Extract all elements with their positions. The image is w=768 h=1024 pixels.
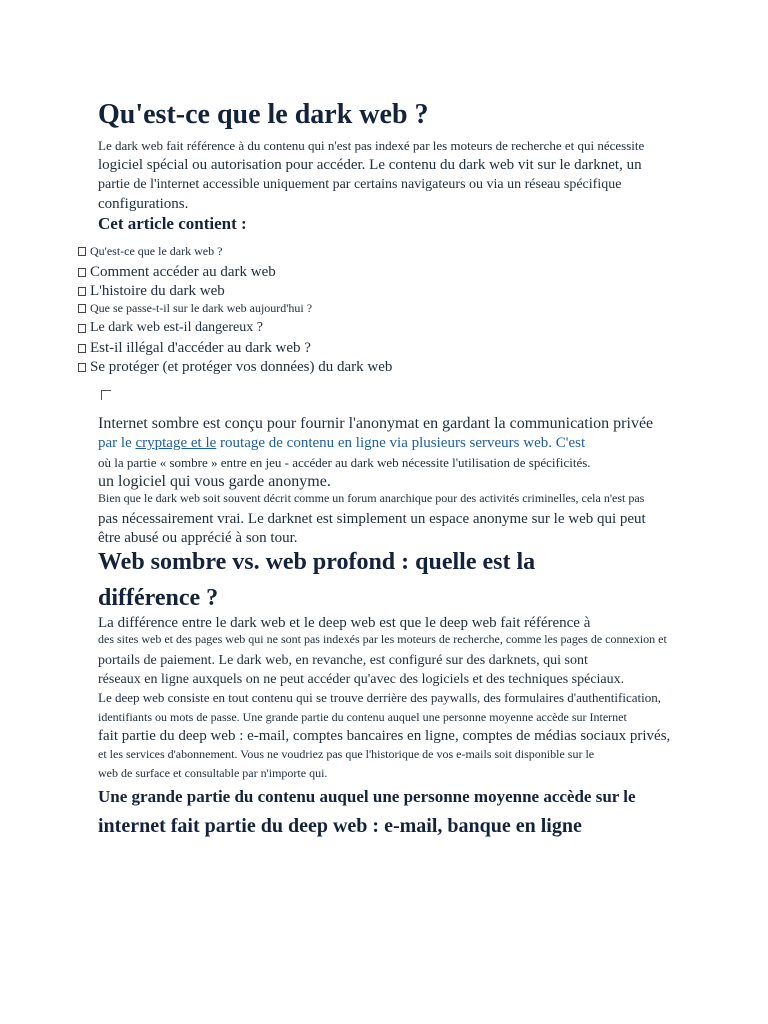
toc-item-label: Comment accéder au dark web xyxy=(90,264,276,280)
toc-item[interactable] xyxy=(78,245,222,257)
toc-item-label: Que se passe-t-il sur le dark web aujourd'hui ? xyxy=(90,301,313,315)
body-text: routage de contenu en ligne via plusieurs serveurs web. C'est xyxy=(216,435,586,451)
body-line: portails de paiement. Le dark web, en revanche, est configuré sur des darknets, qui sont xyxy=(98,653,588,668)
body-line: Bien que le dark web soit souvent décrit comme un forum anarchique pour des activités criminelles, cela n'est pas xyxy=(98,491,645,505)
encryption-link[interactable]: cryptage et le xyxy=(135,435,217,451)
body-line: des sites web et des pages web qui ne sont pas indexés par les moteurs de recherche, comme les pages de connexion et xyxy=(98,632,667,646)
section-heading: Web sombre vs. web profond : quelle est la xyxy=(98,549,536,575)
toc-heading: Cet article contient : xyxy=(98,214,247,233)
checkbox-icon xyxy=(78,324,86,333)
intro-line: logiciel spécial ou autorisation pour accéder. Le contenu du dark web vit sur le darknet, un xyxy=(98,157,642,173)
intro-line: configurations. xyxy=(98,196,189,212)
body-line: être abusé ou apprécié à son tour. xyxy=(98,530,298,546)
callout-line: Une grande partie du contenu auquel une personne moyenne accède sur le xyxy=(98,787,636,806)
checkbox-icon xyxy=(78,344,86,353)
toc-item[interactable] xyxy=(78,302,312,314)
toc-item[interactable] xyxy=(78,284,225,299)
body-line: pas nécessairement vrai. Le darknet est simplement un espace anonyme sur le web qui peut xyxy=(98,511,646,527)
toc-item[interactable] xyxy=(78,321,263,335)
body-line: La différence entre le dark web et le deep web est que le deep web fait référence à xyxy=(98,615,591,631)
body-line: identifiants ou mots de passe. Une grande partie du contenu auquel une personne moyenne accède sur Internet xyxy=(98,710,627,724)
page-title: Qu'est-ce que le dark web ? xyxy=(98,99,429,130)
body-line: où la partie « sombre » entre en jeu - accéder au dark web nécessite l'utilisation de spécificités. xyxy=(98,455,591,470)
toc-item-label: Le dark web est-il dangereux ? xyxy=(90,320,263,335)
checkbox-icon xyxy=(78,287,86,296)
body-line: un logiciel qui vous garde anonyme. xyxy=(98,473,331,490)
intro-line: Le dark web fait référence à du contenu qui n'est pas indexé par les moteurs de recherche et qui nécessite xyxy=(98,138,645,153)
intro-line: partie de l'internet accessible uniquement par certains navigateurs ou via un réseau spécifique xyxy=(98,177,622,192)
toc-item-label: Se protéger (et protéger vos données) du dark web xyxy=(90,359,393,375)
toc-item-label: Est-il illégal d'accéder au dark web ? xyxy=(90,340,311,356)
section-heading: différence ? xyxy=(98,585,219,611)
body-line: web de surface et consultable par n'importe qui. xyxy=(98,766,328,780)
checkbox-icon xyxy=(78,268,86,277)
toc-item[interactable] xyxy=(78,265,276,280)
callout-line: internet fait partie du deep web : e-mail, banque en ligne xyxy=(98,815,582,837)
body-line: Internet sombre est conçu pour fournir l'anonymat en gardant la communication privée xyxy=(98,415,654,432)
image-placeholder-icon xyxy=(101,390,111,400)
body-line: réseaux en ligne auxquels on ne peut accéder qu'avec des logiciels et des techniques spéciaux. xyxy=(98,672,625,687)
toc-item-label: Qu'est-ce que le dark web ? xyxy=(90,244,223,258)
toc-item[interactable] xyxy=(78,341,311,356)
toc-item[interactable] xyxy=(78,360,392,375)
body-text: par le xyxy=(98,435,136,451)
body-line xyxy=(98,436,585,451)
checkbox-icon xyxy=(78,363,86,372)
checkbox-icon xyxy=(78,304,86,313)
body-line: fait partie du deep web : e-mail, comptes bancaires en ligne, comptes de médias sociaux privés, xyxy=(98,728,671,744)
body-line: et les services d'abonnement. Vous ne voudriez pas que l'historique de vos e-mails soit disponible sur le xyxy=(98,747,595,761)
toc-item-label: L'histoire du dark web xyxy=(90,283,225,299)
checkbox-icon xyxy=(78,247,86,256)
body-line: Le deep web consiste en tout contenu qui se trouve derrière des paywalls, des formulaires d'authentification, xyxy=(98,690,661,705)
